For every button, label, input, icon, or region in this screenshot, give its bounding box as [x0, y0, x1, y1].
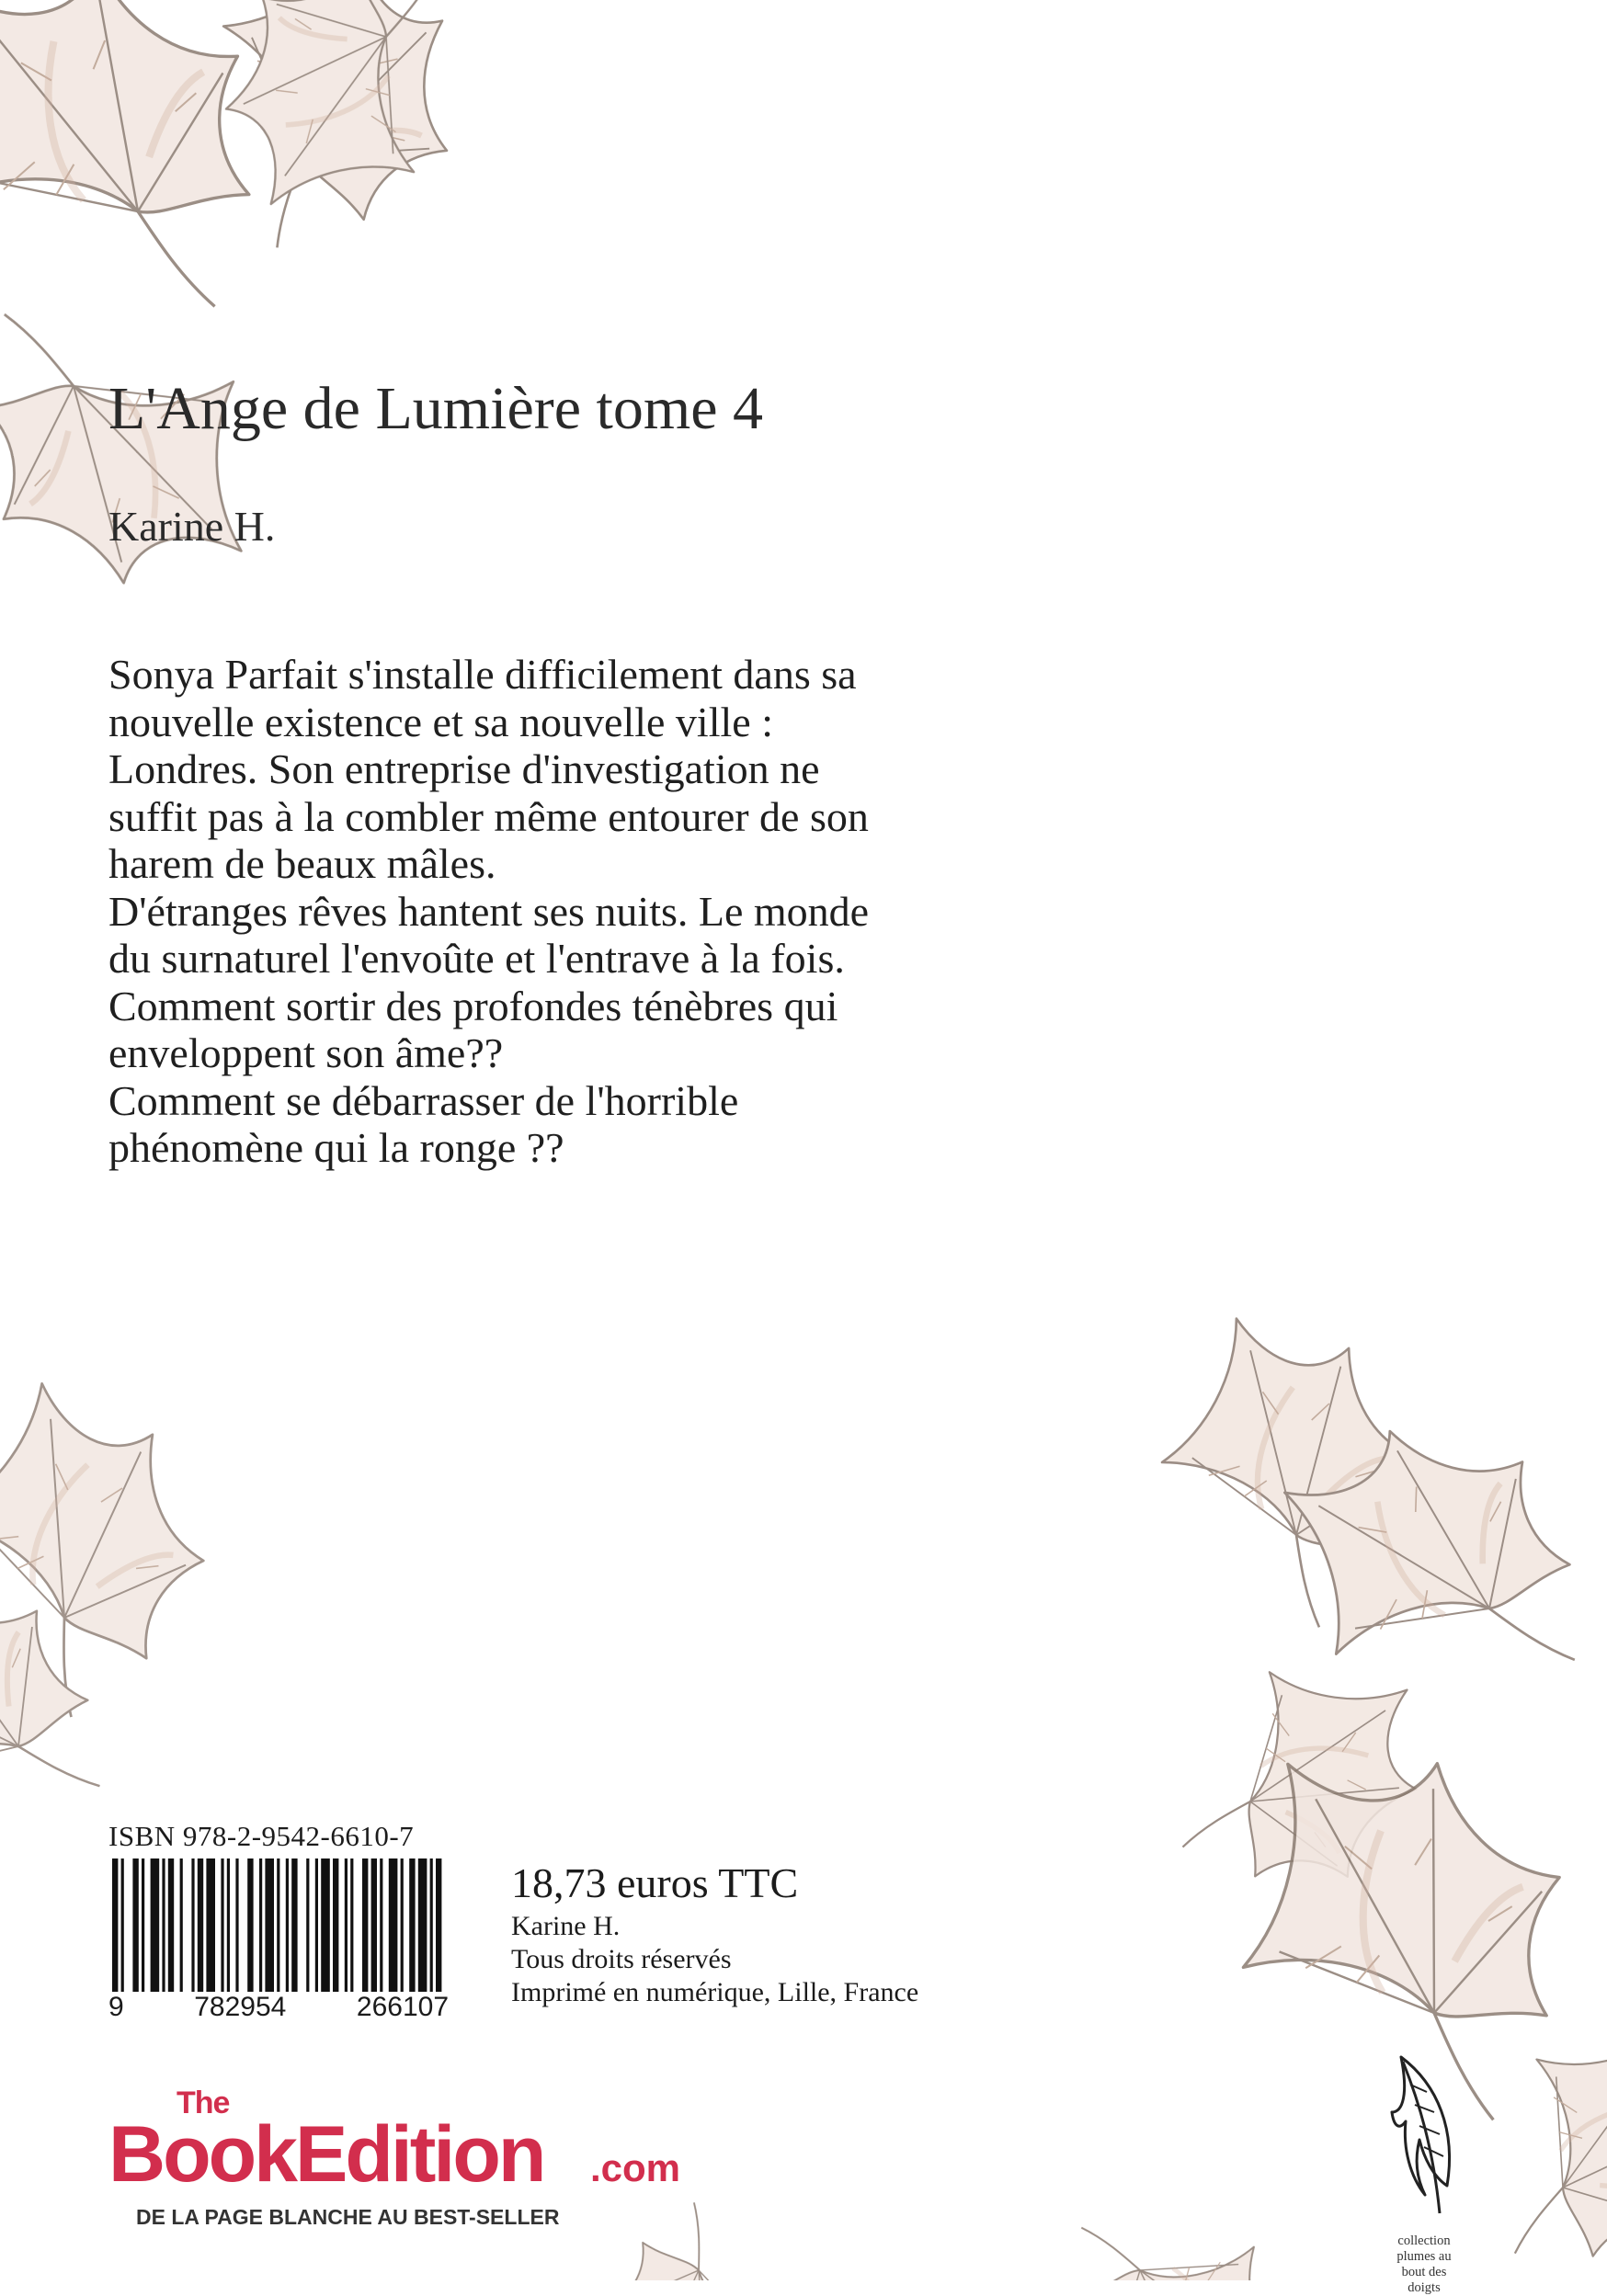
book-title: L'Ange de Lumière tome 4 — [108, 375, 763, 442]
barcode-bar — [142, 1858, 144, 1992]
blurb-line: harem de beaux mâles. — [108, 840, 496, 887]
imprint-info — [511, 1910, 918, 2009]
back-cover-blurb — [108, 651, 1248, 1172]
barcode-bar — [401, 1858, 404, 1992]
collection-label-line: bout des — [1401, 2265, 1447, 2279]
barcode-bar — [321, 1858, 330, 1992]
imprint-author: Karine H. — [511, 1911, 621, 1941]
collection-label — [1383, 2233, 1465, 2296]
barcode-bar — [247, 1858, 253, 1992]
barcode-bar — [206, 1858, 215, 1992]
barcode-bar — [221, 1858, 223, 1992]
imprint-rights: Tous droits réservés — [511, 1944, 732, 1974]
barcode-bar — [112, 1858, 118, 1992]
barcode-bar — [162, 1858, 165, 1992]
barcode-bar — [380, 1858, 382, 1992]
barcode-bar — [389, 1858, 398, 1992]
barcode-bar — [333, 1858, 338, 1992]
barcode-bar — [315, 1858, 318, 1992]
blurb-line: Comment sortir des profondes ténèbres qui — [108, 982, 838, 1029]
blurb-line: D'étranges rêves hantent ses nuits. Le monde — [108, 887, 870, 935]
barcode-bar — [409, 1858, 415, 1992]
barcode-bar — [235, 1858, 238, 1992]
barcode-digits — [108, 1991, 449, 2024]
barcode-bar — [345, 1858, 348, 1992]
barcode-bar — [371, 1858, 377, 1992]
barcode-bar — [430, 1858, 433, 1992]
logo-domain: .com — [590, 2146, 681, 2189]
blurb-line: suffit pas à la combler même entourer de son — [108, 792, 869, 840]
blurb-line: Sonya Parfait s'installe difficilement dans sa — [108, 651, 857, 698]
barcode-bar — [436, 1858, 441, 1992]
blurb-line: nouvelle existence et sa nouvelle ville : — [108, 698, 773, 745]
collection-label-line: plumes au — [1396, 2249, 1452, 2264]
barcode-bar — [151, 1858, 160, 1992]
barcode-bar — [291, 1858, 297, 1992]
blurb-line: phénomène qui la ronge ?? — [108, 1124, 564, 1171]
barcode-bar — [306, 1858, 309, 1992]
barcode-bar — [227, 1858, 230, 1992]
barcode-digit-group: 9 — [108, 1992, 124, 2022]
barcode-bar — [121, 1858, 124, 1992]
barcode-bar — [259, 1858, 262, 1992]
collection-mark — [1383, 2039, 1465, 2295]
collection-label-line: doigts — [1408, 2280, 1441, 2295]
barcode-bar — [265, 1858, 274, 1992]
barcode-bar — [132, 1858, 138, 1992]
price: 18,73 euros TTC — [511, 1859, 799, 1906]
barcode-bar — [168, 1858, 174, 1992]
barcode-digit-group: 266107 — [356, 1992, 449, 2022]
isbn-label: ISBN 978-2-9542-6610-7 — [108, 1820, 415, 1852]
blurb-line: du surnaturel l'envoûte et l'entrave à la fois. — [108, 935, 845, 982]
barcode-bar — [286, 1858, 289, 1992]
blurb-line: enveloppent son âme?? — [108, 1029, 504, 1076]
barcode-bar — [191, 1858, 194, 1992]
book-author: Karine H. — [108, 503, 276, 550]
barcode-bar — [418, 1858, 427, 1992]
logo-brand: BookEdition — [108, 2110, 544, 2199]
barcode-bar — [350, 1858, 353, 1992]
barcode-bar — [180, 1858, 183, 1992]
collection-label-line: collection — [1397, 2233, 1451, 2248]
blurb-line: Londres. Son entreprise d'investigation ne — [108, 745, 820, 792]
blurb-line: Comment se débarrasser de l'horrible — [108, 1076, 739, 1124]
barcode-bars — [108, 1858, 449, 1992]
barcode-bar — [198, 1858, 203, 1992]
logo-slogan: DE LA PAGE BLANCHE AU BEST-SELLER — [136, 2205, 560, 2229]
imprint-printed: Imprimé en numérique, Lille, France — [511, 1977, 919, 2007]
logo-the: The — [177, 2086, 230, 2120]
barcode-bar — [362, 1858, 368, 1992]
barcode-digit-group: 782954 — [194, 1992, 287, 2022]
quill-feather-icon — [1383, 2039, 1465, 2222]
barcode-bar — [277, 1858, 279, 1992]
